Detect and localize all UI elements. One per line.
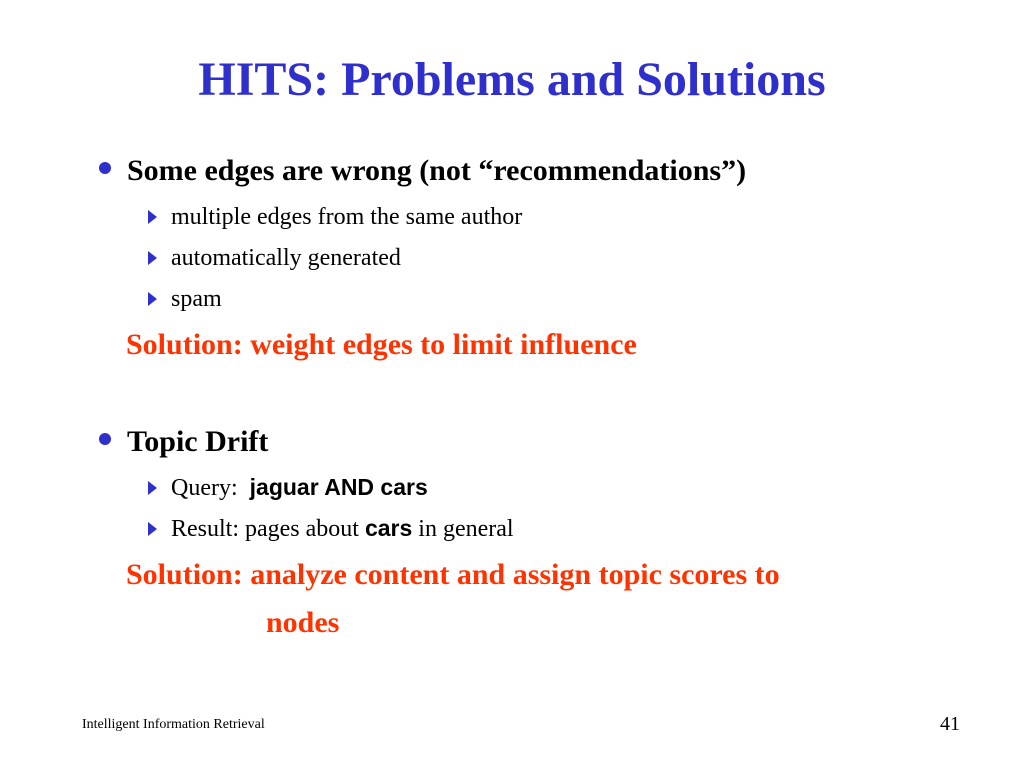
footer-course-title: Intelligent Information Retrieval xyxy=(82,717,265,732)
bullet-dot-icon xyxy=(99,433,111,445)
sub-item-text: multiple edges from the same author xyxy=(171,204,523,230)
result-emphasis: cars xyxy=(364,515,413,541)
bullet-text-2: Topic Drift xyxy=(127,425,269,458)
triangle-bullet-icon xyxy=(148,522,157,536)
bullet-item-2 xyxy=(99,427,268,457)
sub-item-text: spam xyxy=(171,286,222,312)
sub-item-2-1 xyxy=(148,474,428,501)
sub-item-text: automatically generated xyxy=(171,245,401,271)
bullet-dot-icon xyxy=(99,162,111,174)
query-emphasis: jaguar AND cars xyxy=(249,474,428,500)
bullet-item-1 xyxy=(99,156,746,186)
sub-item-1-3 xyxy=(148,286,222,312)
query-label: Query: xyxy=(171,475,238,501)
triangle-bullet-icon xyxy=(148,481,157,495)
sub-item-text xyxy=(171,474,428,501)
bullet-text-1: Some edges are wrong (not “recommendations”) xyxy=(127,154,747,187)
solution-text-2: Solution: analyze content and assign topic scores to xyxy=(126,558,780,591)
triangle-bullet-icon xyxy=(148,292,157,306)
solution-text-1: Solution: weight edges to limit influence xyxy=(126,328,637,361)
sub-item-2-2 xyxy=(148,515,514,542)
page-number: 41 xyxy=(940,713,960,735)
triangle-bullet-icon xyxy=(148,210,157,224)
result-suffix: in general xyxy=(418,516,514,542)
triangle-bullet-icon xyxy=(148,251,157,265)
sub-item-text xyxy=(171,515,514,542)
sub-item-1-1 xyxy=(148,204,522,230)
sub-item-1-2 xyxy=(148,245,401,271)
solution-text-2-continued: nodes xyxy=(266,606,340,639)
result-prefix: Result: pages about xyxy=(171,516,359,542)
slide-title: HITS: Problems and Solutions xyxy=(198,53,826,106)
